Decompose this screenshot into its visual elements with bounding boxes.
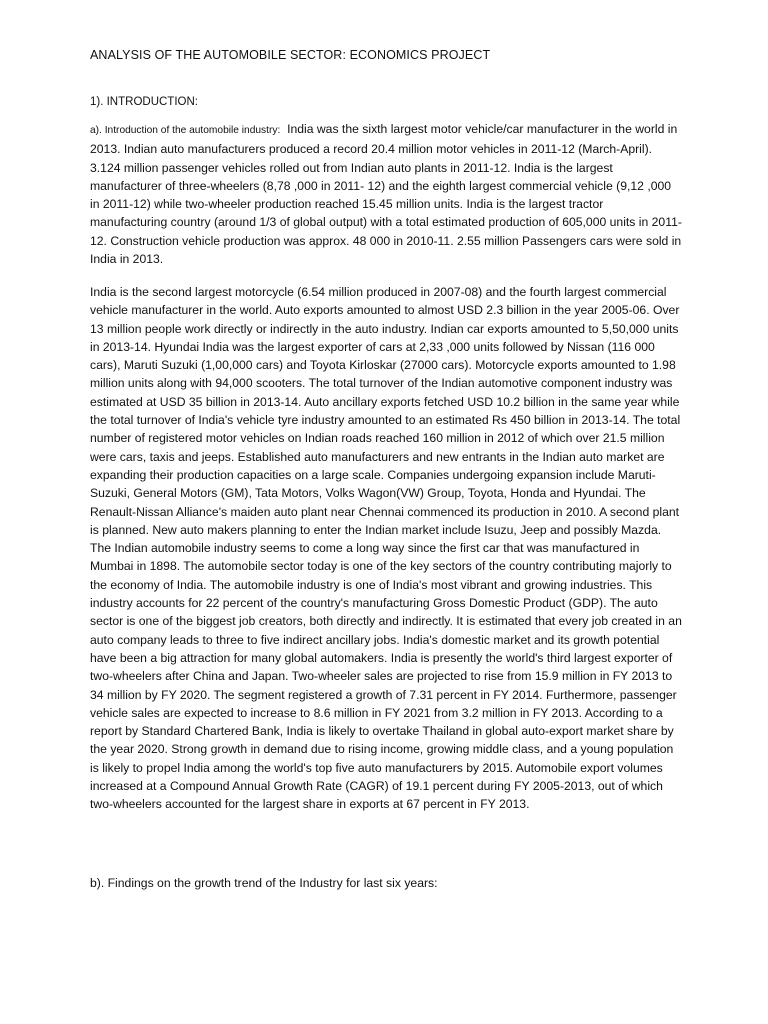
- document-title: ANALYSIS OF THE AUTOMOBILE SECTOR: ECONOMICS PROJECT: [90, 48, 491, 62]
- body-paragraph: India is the second largest motorcycle (6.54 million produced in 2007-08) and the fourth largest commercial vehicle manufacturer in the world. Auto exports amounted to almost USD 2.3 billion in the year 2005-06. Over 13 million people work directly or indirectly in the auto industry. Indian car exports amounted to 5,50,000 units in 2013-14. Hyundai India was the largest exporter of cars at 2,33 ,000 units followed by Nissan (116 000 cars), Maruti Suzuki (1,00,000 cars) and Toyota Kirloskar (27000 cars). Motorcycle exports amounted to 1.98 million units along with 94,000 scooters. The total turnover of the Indian automotive component industry was estimated at USD 35 billion in 2013-14. Auto ancillary exports fetched USD 10.2 billion in the same year while the total turnover of India's vehicle tyre industry amounted to an estimated Rs 450 billion in 2013-14. The total number of registered motor vehicles on Indian roads reached 160 million in 2012 of which over 21.5 million were cars, taxis and jeeps. Established auto manufacturers and new entrants in the Indian auto market are expanding their production capacities on a large scale. Companies undergoing expansion include Maruti-Suzuki, General Motors (GM), Tata Motors, Volks Wagon(VW) Group, Toyota, Honda and Hyundai. The Renault-Nissan Alliance's maiden auto plant near Chennai commenced its production in 2010. A second plant is planned. New auto makers planning to enter the Indian market include Isuzu, Jeep and possibly Mazda. The Indian automobile industry seems to come a long way since the first car that was manufactured in Mumbai in 1898. The automobile sector today is one of the key sectors of the country contributing majorly to the economy of India. The automobile industry is one of India's most vibrant and growing industries. This industry accounts for 22 percent of the country's manufacturing Gross Domestic Product (GDP). The auto sector is one of the biggest job creators, both directly and indirectly. It is estimated that every job created in an auto company leads to three to five indirect ancillary jobs. India's domestic market and its growth potential have been a big attraction for many global automakers. India is presently the world's third largest exporter of two-wheelers after China and Japan. Two-wheeler sales are projected to rise from 15.9 million in FY 2013 to 34 million by FY 2020. The segment registered a growth of 7.31 percent in FY 2014. Furthermore, passenger vehicle sales are expected to increase to 8.6 million in FY 2021 from 3.2 million in FY 2013. According to a report by Standard Chartered Bank, India is likely to overtake Thailand in global auto-export market share by the year 2020. Strong growth in demand due to rising income, growing middle class, and a young population is likely to propel India among the world's top five auto manufacturers by 2015. Automobile export volumes increased at a Compound Annual Growth Rate (CAGR) of 19.1 percent during FY 2005-2013, out of which two-wheelers accounted for the largest share in exports at 67 percent in FY 2013.: [90, 285, 682, 812]
- subsection-a-lead: a). Introduction of the automobile industry:: [90, 125, 281, 136]
- section-heading-introduction: 1). INTRODUCTION:: [90, 96, 198, 108]
- subsection-b-heading: b). Findings on the growth trend of the Industry for last six years:: [90, 876, 438, 890]
- introduction-paragraph: [90, 120, 682, 268]
- subsection-a-text: India was the sixth largest motor vehicle/car manufacturer in the world in 2013. Indian auto manufacturers produced a record 20.4 million motor vehicles in 2011-12 (March-April). 3.124 million passenger vehicles rolled out from Indian auto plants in 2011-12. India is the largest manufacturer of three-wheelers (8,78 ,000 in 2011- 12) and the eighth largest commercial vehicle (9,12 ,000 in 2011-12) while two-wheeler production reached 15.45 million units. India is the largest tractor manufacturing country (around 1/3 of global output) with a total estimated production of 605,000 units in 2011-12. Construction vehicle production was approx. 48 000 in 2010-11. 2.55 million Passengers cars were sold in India in 2013.: [90, 122, 682, 267]
